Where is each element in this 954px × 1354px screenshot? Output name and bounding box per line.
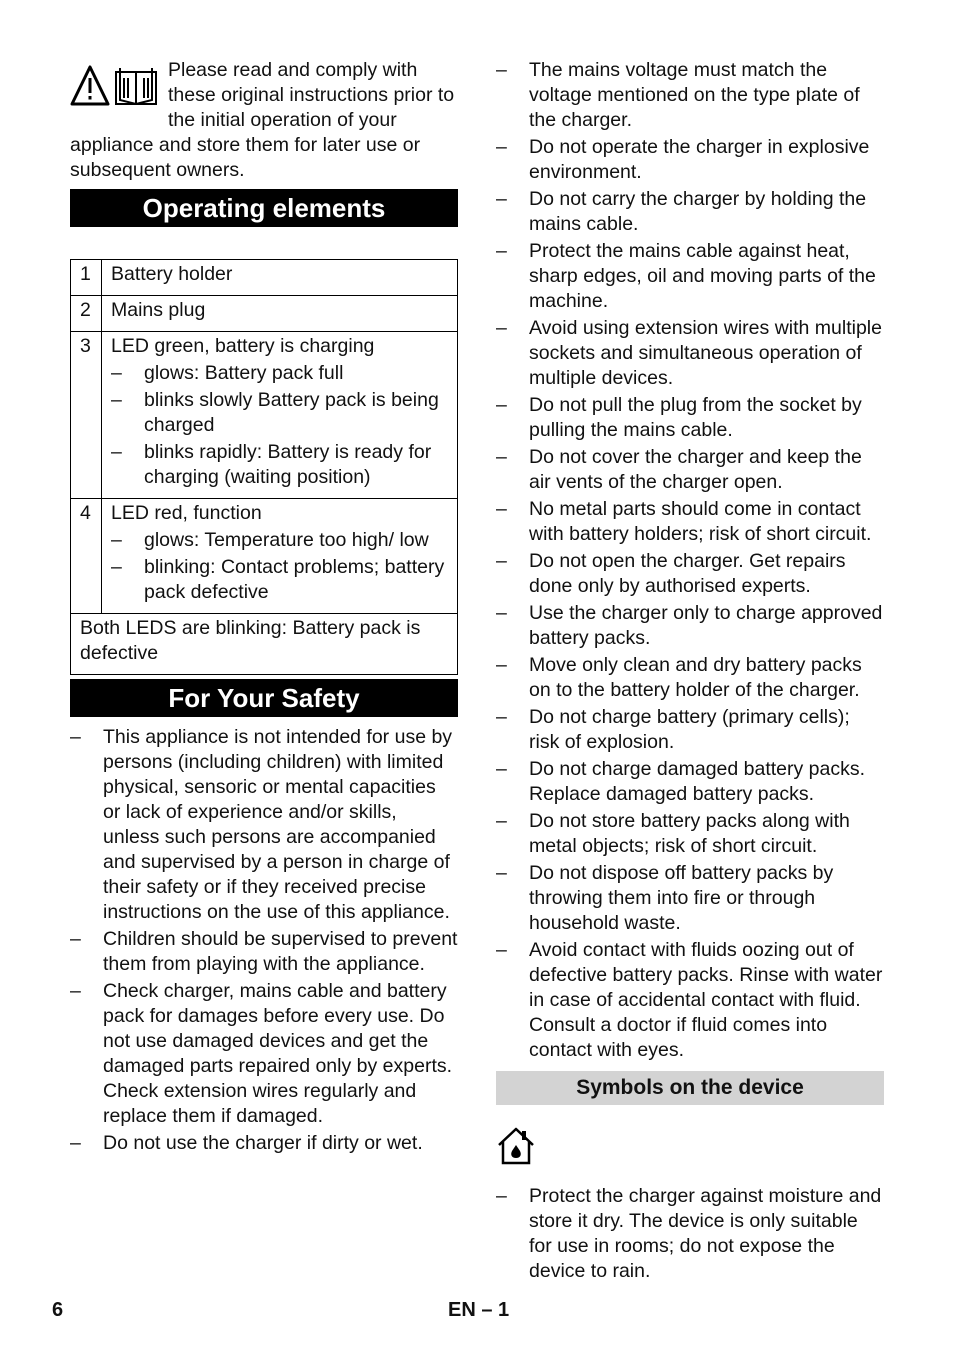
list-item-text: Move only clean and dry battery packs on to the battery holder of the charger. [529,654,862,701]
list-item [496,135,884,185]
dash-bullet: – [70,928,81,950]
list-item [496,239,884,314]
row-number: 4 [71,499,102,614]
dash-bullet: – [496,394,507,416]
dash-bullet: – [496,550,507,572]
dash-bullet: – [496,498,507,520]
indoor-use-house-icon [496,1125,536,1167]
list-item [496,861,884,936]
dash-bullet: – [496,654,507,676]
list-item-text: Protect the charger against moisture and store it dry. The device is only suitable for use in rooms; do not expose the device to rain. [529,1185,882,1282]
row-label: Battery holder [102,260,458,296]
led-state-list [111,361,449,490]
list-item: – blinks slowly Battery pack is being charged [111,388,449,438]
table-row [71,614,458,675]
dash-bullet: – [70,1132,81,1154]
operating-elements-table [70,259,458,675]
list-item-text: This appliance is not intended for use by persons (including children) with limited physical, sensoric or mental capacities or lack of experience and/or skills, unless such persons are accompanied and supervised by a person in charge of their safety or if they received precise instructions on the use of this appliance. [103,726,453,923]
list-item-text: Use the charger only to charge approved battery packs. [529,602,883,649]
dash-bullet: – [496,1185,507,1207]
list-item-text: Do not store battery packs along with metal objects; risk of short circuit. [529,810,850,857]
list-item-text: Children should be supervised to prevent them from playing with the appliance. [103,928,458,975]
dash-bullet: – [496,240,507,262]
page-number: 6 [52,1299,64,1321]
list-item [70,725,458,925]
symbols-list [496,1184,884,1284]
dash-bullet: – [70,726,81,748]
safety-list-right [496,58,884,1063]
right-column [496,58,884,1286]
row-label: LED red, function [111,502,262,524]
dash-bullet: – [496,317,507,339]
intro-block [70,58,458,183]
row-number: 2 [71,296,102,332]
dash-bullet: – [496,602,507,624]
list-item-text: Do not charge battery (primary cells); risk of explosion. [529,706,850,753]
safety-heading: For Your Safety [70,679,458,717]
dash-bullet: – [496,446,507,468]
safety-list-left [70,725,458,1156]
dash-bullet: – [496,706,507,728]
list-item [496,1184,884,1284]
operating-elements-heading: Operating elements [70,189,458,227]
table-row [71,260,458,296]
table-row [71,332,458,499]
list-item [496,549,884,599]
list-item: – glows: Battery pack full [111,361,449,386]
row-number: 3 [71,332,102,499]
dash-bullet: – [496,136,507,158]
list-item [496,705,884,755]
list-item-text: Do not charge damaged battery packs. Replace damaged battery packs. [529,758,866,805]
list-item [496,938,884,1063]
language-page-label: EN – 1 [448,1299,510,1321]
row-number: 1 [71,260,102,296]
list-item [496,445,884,495]
dash-bullet: – [496,939,507,961]
list-item [496,58,884,133]
warning-manual-icon [70,64,162,110]
left-column [70,58,458,1158]
list-item [496,809,884,859]
list-item-text: Do not cover the charger and keep the air vents of the charger open. [529,446,862,493]
led-state-list [111,528,449,605]
list-item-text: Do not pull the plug from the socket by pulling the mains cable. [529,394,862,441]
list-item [496,393,884,443]
list-item-text: No metal parts should come in contact with battery holders; risk of short circuit. [529,498,872,545]
list-item-text: Do not open the charger. Get repairs done only by authorised experts. [529,550,846,597]
row-content [102,332,458,499]
table-footer-note: Both LEDS are blinking: Battery pack is defective [71,614,458,675]
open-manual-icon [116,68,156,104]
list-item-text: Protect the mains cable against heat, sharp edges, oil and moving parts of the machine. [529,240,876,312]
list-item-text: Do not carry the charger by holding the mains cable. [529,188,867,235]
list-item-text: Do not operate the charger in explosive environment. [529,136,870,183]
row-label: LED green, battery is charging [111,335,375,357]
dash-bullet: – [496,810,507,832]
dash-bullet: – [70,980,81,1002]
row-content [102,499,458,614]
list-item-text: Avoid using extension wires with multiple sockets and simultaneous operation of multiple devices. [529,317,882,389]
table-row [71,499,458,614]
list-item [496,601,884,651]
list-item [496,497,884,547]
list-item-text: Do not use the charger if dirty or wet. [103,1132,423,1154]
list-item-text: Check charger, mains cable and battery pack for damages before every use. Do not use damaged devices and get the damaged parts repaired only by experts. Check extension wires regularly and replace them if damaged. [103,980,453,1127]
warning-triangle-icon [72,67,108,104]
list-item [70,979,458,1129]
list-item-text: Avoid contact with fluids oozing out of defective battery packs. Rinse with water in case of accidental contact with fluid. Consult a doctor if fluid comes into contact with eyes. [529,939,883,1061]
dash-bullet: – [496,59,507,81]
intro-text: Please read and comply with these original instructions prior to the initial operation of your appliance and store them for later use or subsequent owners. [70,59,455,181]
table-row [71,296,458,332]
list-item [496,757,884,807]
row-label: Mains plug [102,296,458,332]
list-item: – blinks rapidly: Battery is ready for charging (waiting position) [111,440,449,490]
list-item [496,653,884,703]
dash-bullet: – [496,758,507,780]
list-item [70,1131,458,1156]
list-item [496,187,884,237]
list-item-text: The mains voltage must match the voltage mentioned on the type plate of the charger. [529,59,860,131]
list-item [496,316,884,391]
dash-bullet: – [496,862,507,884]
list-item [70,927,458,977]
list-item: – glows: Temperature too high/ low [111,528,449,553]
list-item: – blinking: Contact problems; battery pack defective [111,555,449,605]
symbols-heading: Symbols on the device [496,1071,884,1105]
dash-bullet: – [496,188,507,210]
list-item-text: Do not dispose off battery packs by throwing them into fire or through household waste. [529,862,834,934]
